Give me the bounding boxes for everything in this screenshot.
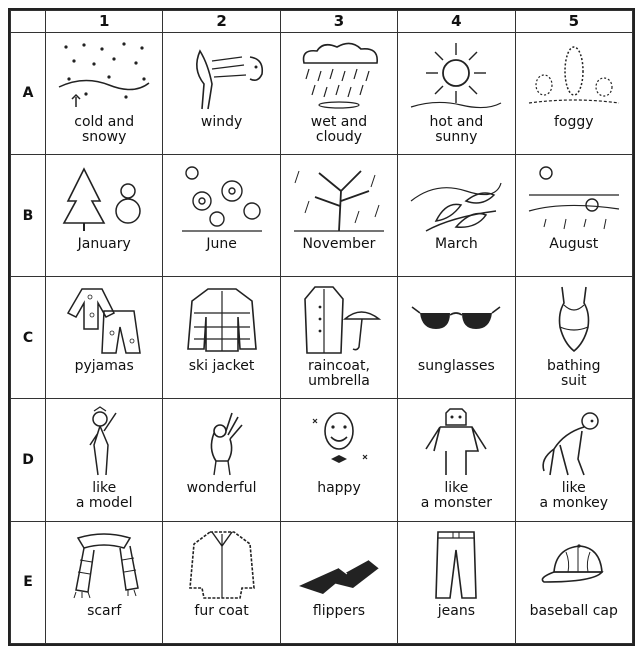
column-header-2: 2 xyxy=(163,11,280,33)
cell-e4 xyxy=(398,521,515,643)
caption-d4: like a monster xyxy=(420,480,492,512)
fog-trees-icon xyxy=(524,39,624,111)
happy-face-icon xyxy=(289,405,389,477)
row-header-e: E xyxy=(11,521,46,643)
column-header-1: 1 xyxy=(46,11,163,33)
caption-b1: January xyxy=(77,235,131,252)
caption-c4: sunglasses xyxy=(417,358,495,375)
cell-d5 xyxy=(515,399,632,521)
rain-cloud-icon xyxy=(289,39,389,111)
cell-c1 xyxy=(46,277,163,399)
summer-flowers-icon xyxy=(172,161,272,233)
caption-a4: hot and sunny xyxy=(429,113,484,145)
cell-d1 xyxy=(46,399,163,521)
caption-d2: wonderful xyxy=(186,480,257,497)
column-header-5: 5 xyxy=(515,11,632,33)
pyjamas-icon xyxy=(54,283,154,355)
caption-d5: like a monkey xyxy=(539,480,609,512)
caption-b2: June xyxy=(206,235,237,252)
row-e xyxy=(11,521,633,643)
cell-c3 xyxy=(280,277,397,399)
sunglasses-icon xyxy=(406,283,506,355)
cell-e3 xyxy=(280,521,397,643)
caption-c1: pyjamas xyxy=(74,358,134,375)
caption-e2: fur coat xyxy=(194,602,249,619)
cell-e5 xyxy=(515,521,632,643)
wind-blowing-icon xyxy=(172,39,272,111)
cell-b4 xyxy=(398,154,515,276)
cell-b5 xyxy=(515,154,632,276)
caption-c5: bathing suit xyxy=(547,358,601,390)
corner-cell xyxy=(11,11,46,33)
caption-e4: jeans xyxy=(437,602,475,619)
bathing-suit-icon xyxy=(524,283,624,355)
grid-table xyxy=(10,10,633,644)
cell-a4 xyxy=(398,32,515,154)
monkey-icon xyxy=(524,405,624,477)
cell-b3 xyxy=(280,154,397,276)
sun-icon xyxy=(406,39,506,111)
ski-jacket-icon xyxy=(172,283,272,355)
winter-tree-snowman-icon xyxy=(54,161,154,233)
row-b xyxy=(11,154,633,276)
row-header-b: B xyxy=(11,154,46,276)
cell-d3 xyxy=(280,399,397,521)
fur-coat-icon xyxy=(172,528,272,600)
baseball-cap-icon xyxy=(524,528,624,600)
row-a xyxy=(11,32,633,154)
cell-d4 xyxy=(398,399,515,521)
row-header-d: D xyxy=(11,399,46,521)
caption-a5: foggy xyxy=(554,113,594,130)
raincoat-umbrella-icon xyxy=(289,283,389,355)
caption-e1: scarf xyxy=(87,602,122,619)
spring-leaves-icon xyxy=(406,161,506,233)
caption-a3: wet and cloudy xyxy=(310,113,368,145)
column-header-4: 4 xyxy=(398,11,515,33)
row-header-a: A xyxy=(11,32,46,154)
scarf-icon xyxy=(54,528,154,600)
snow-landscape-icon xyxy=(54,39,154,111)
caption-b5: August xyxy=(549,235,599,252)
jeans-icon xyxy=(406,528,506,600)
column-header-row xyxy=(11,11,633,33)
vocabulary-grid xyxy=(8,8,635,646)
cell-c5 xyxy=(515,277,632,399)
cell-a2 xyxy=(163,32,280,154)
monster-icon xyxy=(406,405,506,477)
caption-a1: cold and snowy xyxy=(74,113,135,145)
flippers-icon xyxy=(289,528,389,600)
caption-b3: November xyxy=(302,235,376,252)
caption-c2: ski jacket xyxy=(188,358,255,375)
ok-hand-icon xyxy=(172,405,272,477)
caption-d3: happy xyxy=(317,480,361,497)
column-header-3: 3 xyxy=(280,11,397,33)
cell-c2 xyxy=(163,277,280,399)
summer-landscape-icon xyxy=(524,161,624,233)
cell-a3 xyxy=(280,32,397,154)
caption-d1: like a model xyxy=(75,480,133,512)
caption-e3: flippers xyxy=(312,602,366,619)
caption-c3: raincoat, umbrella xyxy=(308,358,370,390)
row-c xyxy=(11,277,633,399)
cell-e1 xyxy=(46,521,163,643)
rainy-tree-icon xyxy=(289,161,389,233)
row-header-c: C xyxy=(11,277,46,399)
cell-a5 xyxy=(515,32,632,154)
row-d xyxy=(11,399,633,521)
cell-a1 xyxy=(46,32,163,154)
cell-e2 xyxy=(163,521,280,643)
caption-a2: windy xyxy=(200,113,243,130)
cell-b2 xyxy=(163,154,280,276)
cell-d2 xyxy=(163,399,280,521)
caption-e5: baseball cap xyxy=(529,602,618,619)
cell-c4 xyxy=(398,277,515,399)
caption-b4: March xyxy=(435,235,478,252)
model-icon xyxy=(54,405,154,477)
cell-b1 xyxy=(46,154,163,276)
